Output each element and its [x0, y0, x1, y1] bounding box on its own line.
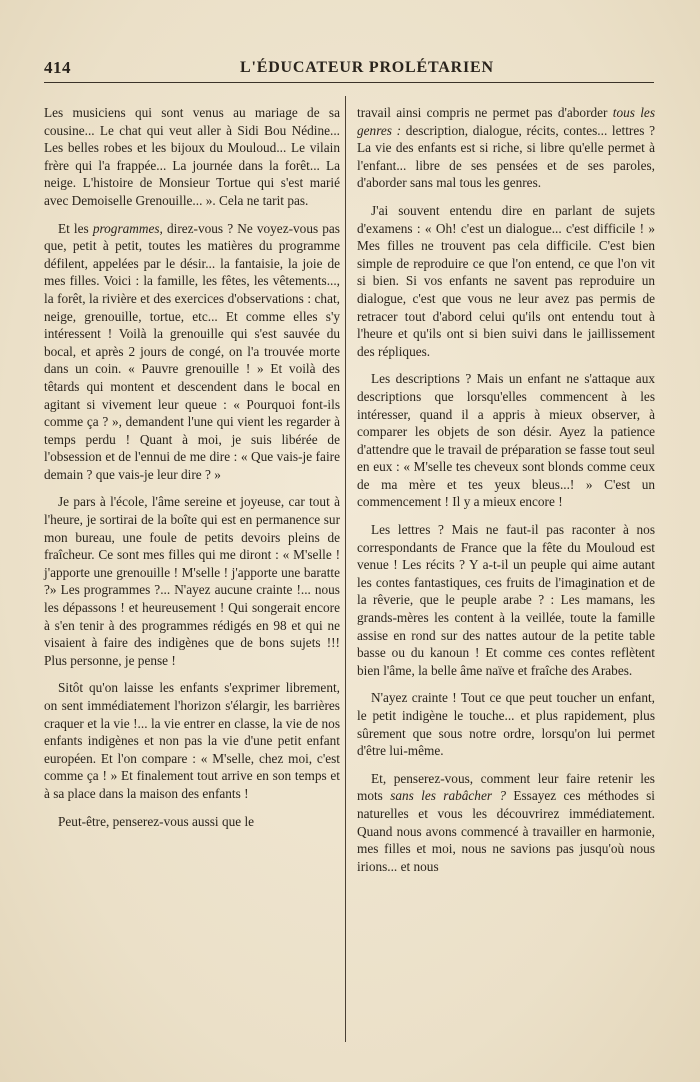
paragraph: Les musiciens qui sont venus au mariage de sa cousine... Le chat qui veut aller à Sidi Bou Nédine... Les belles robes et les bijoux du Mouloud... Le vilain frère qui l'a frappée... La journée dans la forêt... La neige. L'histoire de Monsieur Tortue qui s'est marié avec Demoiselle Grenouille... ». Cela ne tarit pas. [44, 105, 340, 208]
paragraph: N'ayez crainte ! Tout ce que peut toucher un enfant, le petit indigène le touche... et plus rapidement, plus sûrement que sous notre ordre, lorsqu'on lui permet d'être lui-même. [357, 690, 655, 759]
left-column [44, 104, 340, 830]
paragraph: Les descriptions ? Mais un enfant ne s'attaque aux descriptions que lorsqu'elles commencent à les intéresser, quand il a appris à mieux observer, à comparer les objets de son désir. Ayez la patience d'attendre que le travail de préparation se fasse tout seul en eux : « M'selle tes cheveux sont blonds comme ceux de ma mère et tes yeux bleus...! » C'est un commencement ! Il y a mieux encore ! [357, 371, 655, 510]
text-run: description, dialogue, récits, contes... lettres ? La vie des enfants est si riche, si libre qu'elle permet à l'enfant... libre de ses pensées et de ses paroles, d'aborder sans mal tous les genres. [357, 122, 655, 191]
paragraph: Peut-être, penserez-vous aussi que le [58, 813, 255, 829]
paragraph [357, 104, 655, 192]
journal-title: L'ÉDUCATEUR PROLÉTARIEN [240, 59, 494, 76]
text-run: Et, penserez-vous, comment leur faire retenir les mots [357, 770, 655, 804]
page-number: 414 [44, 58, 71, 77]
page-header [44, 58, 658, 82]
paragraph [44, 220, 340, 484]
text-run: Et les [58, 220, 93, 236]
emphasis-text: programmes, [92, 220, 163, 236]
column-divider [345, 96, 346, 1042]
right-column [357, 104, 655, 875]
paragraph: Sitôt qu'on laisse les enfants s'exprimer librement, on sent immédiatement l'horizon s'élargir, les barrières craquer et la vie !... la vie entrer en classe, la vie de nos enfants indigènes et non pas la vie d'une petit enfant européen. Et l'on compare : « M'selle, chez moi, c'est comme ça ! » Et finalement tout arrive en son temps et à sa place dans la maison des enfants ! [44, 680, 340, 801]
paragraph: Les lettres ? Mais ne faut-il pas raconter à nos correspondants de France que la fête du Mouloud est venue ! Les récits ? Y a-t-il un peuple qui aime autant les contes fantastiques, ces fruits de l'imagination et de la rêverie, que le peuple arabe ? : Les mamans, les grands-mères les content à la veillée, toute la famille assise en rond sur des nattes autour de la petite table basse ou du kanoun ! Et comme ces contes reflètent bien l'âme, la belle âme naïve et fraîche des Arabes. [357, 522, 655, 678]
text-run: direz-vous ? Ne voyez-vous pas que, petit à petit, toutes les matières du programme défilent, appelées par le désir... la fantaisie, la joie de mes filles. Voici : la famille, les fêtes, les vêtements..., la forêt, la rivière et des exercices d'observations : chat, neige, grenouille, tortue, etc... Et comme elles s'y intéressent ! Voilà la grenouille qui s'est sauvée du bocal, et après 2 jours de congé, on l'a trouvée morte dans un coin. « Pauvre grenouille ! » Et voilà des têtards qui montent et descendent dans le bocal en agitant si vivement leur queue : « Pourquoi font-ils comme ça ? », demandent l'une qui vient les regarder à temps perdu ! Quant à moi, je suis libérée de l'obsession et de l'ennui de me dire : « Que vais-je faire demain ? que vais-je leur dire ? » [44, 220, 340, 482]
emphasis-text: tous les genres : [357, 105, 655, 138]
emphasis-text: sans les rabâcher ? [390, 788, 507, 804]
paragraph: J'ai souvent entendu dire en parlant de sujets d'examens : « Oh! c'est un dialogue... c'est difficile ! » Mes filles ne trouvent pas cela difficile. C'est bien simple de reproduire ce que l'on entend, ce que l'on vit si bien. Si vos enfants ne savent pas reproduire un dialogue, c'est que vous ne leur avez pas permis de retracer tout d'abord celui qu'ils ont entendu tout à l'heure et qu'ils ont si bien suivi dans le jaillissement des répliques. [357, 202, 655, 359]
paragraph: Je pars à l'école, l'âme sereine et joyeuse, car tout à l'heure, je sortirai de la boîte qui est en permanence sur mon bureau, une foule de petits devoirs pleins de fraîcheur. Ce sont mes filles qui me diront : « M'selle ! j'apporte une grenouille ! M'selle ! j'apporte une baratte ?» Les programmes ?... N'ayez aucune crainte !... nous les dépassons ! et heureusement ! Qui songerait encore à s'en tenir à des programmes rédigés en 98 et qui ne visaient à faire des indigènes que de bons sujets !!! Plus personne, je pense ! [44, 494, 340, 668]
header-rule [44, 82, 654, 83]
text-run: travail ainsi compris ne permet pas d'aborder [357, 105, 613, 120]
text-run: Essayez ces méthodes si naturelles et vous les découvrirez immédiatement. Quand nous avons commencé à travailler en harmonie, mes filles et moi, nous ne savions pas jusqu'où nous irions... et nous [357, 788, 656, 874]
paragraph [357, 770, 655, 876]
